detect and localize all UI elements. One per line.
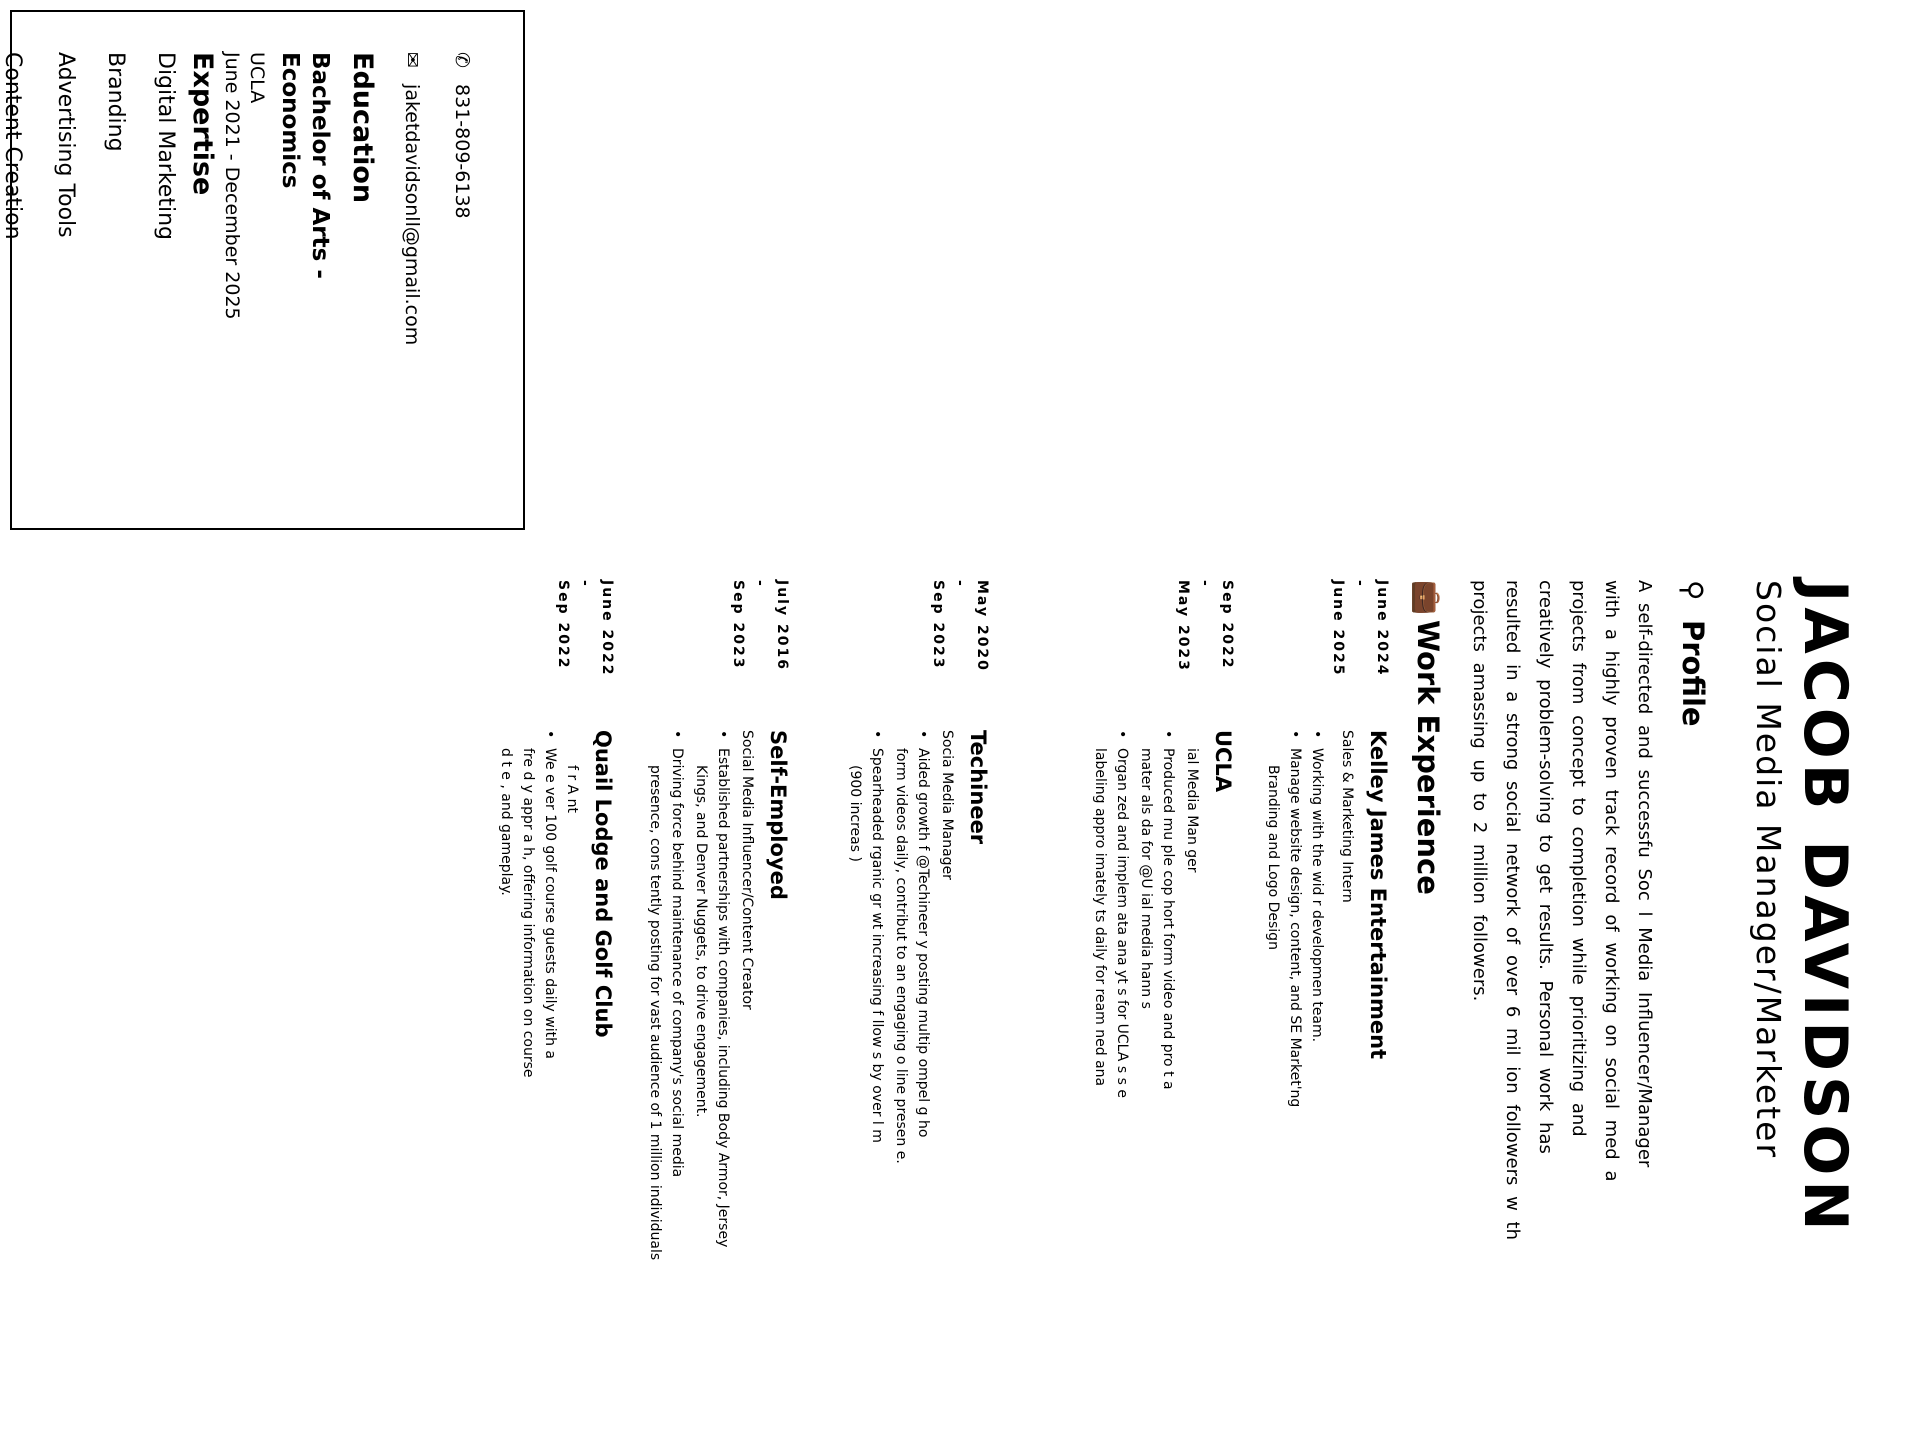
job-bullet-continuation: mater als da for @U ial media hann s <box>1138 748 1154 1009</box>
job-bullet: •Working with the wid r developmen team. <box>1309 730 1325 1043</box>
email-row <box>401 52 423 345</box>
phone-row <box>451 52 473 219</box>
job-start-date: Sep 2022 <box>1219 580 1235 670</box>
job-role: f r A nt <box>564 765 580 813</box>
job-bullet: •Manage website design, content, and SE Market'ng <box>1287 730 1303 1108</box>
job-start-date: May 2020 <box>974 580 990 672</box>
job-bullet-continuation: labeling appro imately ts daily for ream ned ana <box>1092 748 1108 1087</box>
candidate-name: JACOB DAVIDSON <box>1790 580 1860 1236</box>
job-start-date: June 2022 <box>599 580 615 677</box>
job-company: Quail Lodge and Golf Club <box>591 730 615 1038</box>
profile-line: creatively problem-solving to get results. Personal work has <box>1535 580 1556 1154</box>
job-end-date: Sep 2023 <box>930 580 946 670</box>
sidebar <box>0 10 525 530</box>
email-icon: ✉ <box>401 52 423 68</box>
job-bullet-continuation: fre d y appr a h, offering information on course <box>520 748 536 1078</box>
candidate-title: Social Media Manager/Marketer <box>1749 580 1788 1160</box>
profile-line: projects amassing up to 2 million followers. <box>1469 580 1490 1002</box>
job-company: Self-Employed <box>766 730 790 900</box>
job-start-date: June 2024 <box>1374 580 1390 677</box>
job-bullet-text: Working with the wid r developmen team. <box>1309 748 1325 1043</box>
job-bullet-text: Established partnerships with companies, including Body Armor, Jersey <box>715 748 731 1248</box>
job-date-dash: - <box>752 580 768 588</box>
job-bullet-text: Aided growth f @Techineer y posting multip ompel g ho <box>915 748 931 1138</box>
expertise-item: Digital Marketing <box>153 52 178 240</box>
profile-heading-text: Profile <box>1676 620 1710 727</box>
job-bullet: •We e ver 100 golf course guests daily with a <box>542 730 558 1060</box>
job-bullet-text: Organ zed and implem ata ana yt s for UCLA s s e <box>1114 748 1130 1098</box>
job-date-dash: - <box>577 580 593 588</box>
job-bullet-text: Manage website design, content, and SE Market'ng <box>1287 748 1303 1108</box>
job-bullet-continuation: Kings, and Denver Nuggets, to drive engagement. <box>693 765 709 1118</box>
expertise-item: Advertising Tools <box>53 52 78 238</box>
job-bullet: •Spearheaded rganic gr wt increasing f llow s by over l m <box>869 730 885 1143</box>
job-role: Social Media Influencer/Content Creator <box>739 730 755 1010</box>
email-text: jaketdavidsonll@gmail.com <box>401 84 423 346</box>
profile-line: resulted in a strong social network of over 6 mil ion followers w th <box>1502 580 1523 1240</box>
job-role: Sales & Marketing Intern <box>1339 730 1355 903</box>
profile-line: projects from concept to completion while prioritizing and <box>1568 580 1589 1137</box>
expertise-item: Content Creation <box>0 52 25 240</box>
job-end-date: May 2023 <box>1175 580 1191 672</box>
phone-text: 831-809-6138 <box>451 84 473 219</box>
job-bullet: •Organ zed and implem ata ana yt s for UCLA s s e <box>1114 730 1130 1098</box>
degree-line-2: Economics <box>277 52 303 189</box>
education-dates: June 2021 - December 2025 <box>221 52 243 320</box>
job-end-date: Sep 2022 <box>555 580 571 670</box>
job-bullet-continuation: Branding and Logo Design <box>1265 765 1281 950</box>
job-bullet-continuation: d t e , and gameplay. <box>498 748 514 896</box>
job-company: Techineer <box>966 730 990 845</box>
degree-line-1: Bachelor of Arts - <box>307 52 333 279</box>
job-bullet-continuation: presence, cons tently posting for vast audience of 1 million individuals <box>647 765 663 1261</box>
job-start-date: July 2016 <box>774 580 790 671</box>
main-column <box>498 580 1860 1440</box>
work-heading-text: Work Experience <box>1411 620 1445 895</box>
profile-line: A self-directed and successfu Soc l Media Influencer/Manager <box>1634 580 1655 1168</box>
job-company: UCLA <box>1211 730 1235 793</box>
briefcase-icon: 💼 <box>1411 580 1444 615</box>
job-date-dash: - <box>952 580 968 588</box>
job-bullet: •Driving force behind maintenance of company's social media <box>669 730 685 1178</box>
job-bullet-text: Produced mu ple cop hort form video and pro t a <box>1160 748 1176 1090</box>
job-date-dash: - <box>1352 580 1368 588</box>
job-bullet-text: Spearheaded rganic gr wt increasing f llow s by over l m <box>869 748 885 1143</box>
job-role: ial Media Man ger <box>1184 748 1200 873</box>
job-bullet: •Produced mu ple cop hort form video and pro t a <box>1160 730 1176 1090</box>
education-heading: Education <box>347 52 378 204</box>
job-end-date: June 2025 <box>1330 580 1346 677</box>
phone-icon: ✆ <box>451 52 473 68</box>
job-bullet: •Established partnerships with companies, including Body Armor, Jersey <box>715 730 731 1248</box>
expertise-heading: Expertise <box>187 52 218 196</box>
job-role: Socia Media Manager <box>939 730 955 880</box>
person-icon: ⚲ <box>1676 580 1709 601</box>
education-school: UCLA <box>246 52 268 104</box>
work-heading <box>1411 580 1445 895</box>
job-bullet-continuation: (900 increas ) <box>847 765 863 862</box>
job-date-dash: - <box>1197 580 1213 588</box>
job-bullet: •Aided growth f @Techineer y posting multip ompel g ho <box>915 730 931 1138</box>
expertise-item: Branding <box>103 52 128 152</box>
job-bullet-continuation: form videos daily, contribut to an engaging o line presen e. <box>893 748 909 1164</box>
profile-heading <box>1676 580 1710 727</box>
profile-line: with a highly proven track record of working on social med a <box>1601 580 1622 1182</box>
job-company: Kelley James Entertainment <box>1366 730 1390 1060</box>
job-bullet-text: Driving force behind maintenance of company's social media <box>669 748 685 1178</box>
job-end-date: Sep 2023 <box>730 580 746 670</box>
job-bullet-text: We e ver 100 golf course guests daily with a <box>542 748 558 1060</box>
